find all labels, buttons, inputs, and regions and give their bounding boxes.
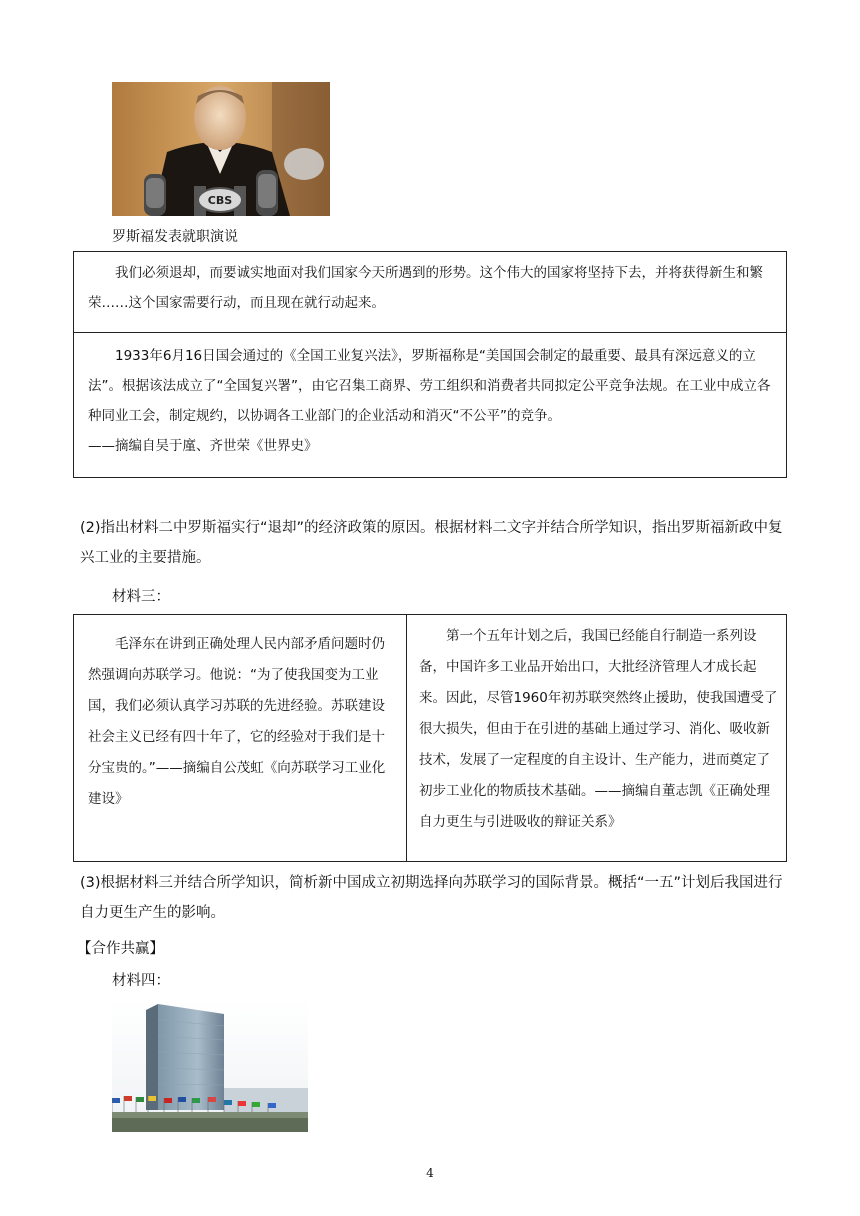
material-four-label: 材料四：	[112, 973, 170, 989]
material-three-box	[73, 614, 787, 862]
section-heading: 【合作共赢】	[77, 941, 164, 957]
page-number: 4	[426, 1166, 434, 1180]
recovery-act-text: 1933年6月16日国会通过的《全国工业复兴法》，罗斯福称是“美国国会制定的最重要、最具有深远意义的立法”。根据该法成立了“全国复兴署”，由它召集工商界、劳工组织和消费者共同拟定公平竞争法规。在工业中成立各种同业工会，制定规约，以协调各工业部门的企业活动和消灭“不公平”的竞争。	[88, 348, 771, 424]
roosevelt-photo	[112, 82, 330, 216]
roosevelt-quote: 我们必须退却，而要诚实地面对我们国家今天所遇到的形势。这个伟大的国家将坚持下去，并将获得新生和繁荣……这个国家需要行动，而且现在就行动起来。	[88, 265, 763, 311]
material-two-box	[73, 251, 787, 478]
question-2: (2)指出材料二中罗斯福实行“退却”的经济政策的原因。根据材料二文字并结合所学知识，指出罗斯福新政中复兴工业的主要措施。	[80, 520, 783, 566]
roosevelt-photo-image	[112, 82, 330, 216]
photo-caption: 罗斯福发表就职演说	[112, 229, 238, 245]
material-three-label: 材料三：	[112, 589, 170, 605]
source-citation: ——摘编自吴于廑、齐世荣《世界史》	[88, 438, 318, 454]
question-3: (3)根据材料三并结合所学知识，简析新中国成立初期选择向苏联学习的国际背景。概括“一五”计划后我国进行自力更生产生的影响。	[80, 875, 783, 921]
material-three-left-text: 毛泽东在讲到正确处理人民内部矛盾问题时仍然强调向苏联学习。他说：“为了使我国变为工业国，我们必须认真学习苏联的先进经验。苏联建设社会主义已经有四十年了，它的经验对于我们是十分宝贵的。”——摘编自公茂虹《向苏联学习工业化建设》	[88, 636, 386, 807]
un-headquarters-photo	[112, 1000, 308, 1132]
cbs-mic-label: CBS	[207, 194, 233, 207]
un-headquarters-image	[112, 1000, 308, 1132]
material-three-right-text: 第一个五年计划之后，我国已经能自行制造一系列设备，中国许多工业品开始出口，大批经济管理人才成长起来。因此，尽管1960年初苏联突然终止援助，使我国遭受了很大损失，但由于在引进的基础上通过学习、消化、吸收新技术，发展了一定程度的自主设计、生产能力，进而奠定了初步工业化的物质技术基础。——摘编自董志凯《正确处理自力更生与引进吸收的辩证关系》	[419, 628, 778, 830]
